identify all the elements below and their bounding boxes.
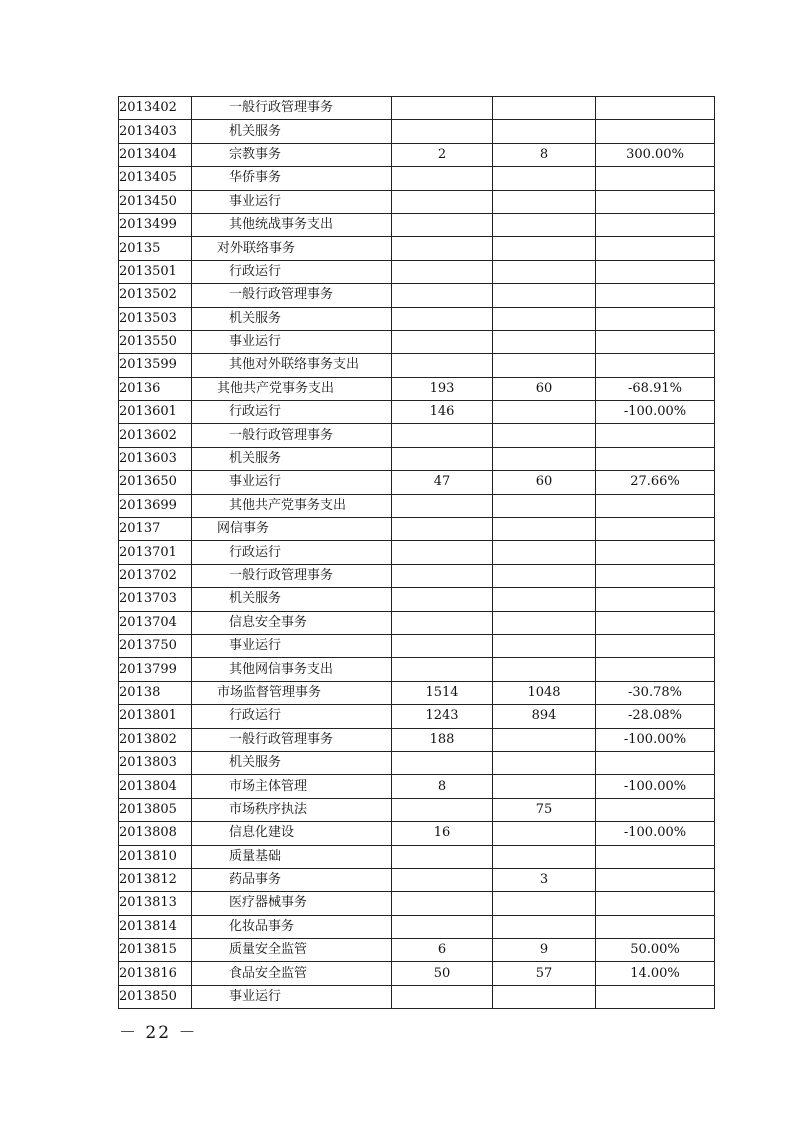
change-cell <box>596 120 715 143</box>
name-cell: 机关服务 <box>192 588 392 611</box>
code-cell: 2013801 <box>119 705 192 728</box>
current-value-cell <box>493 447 596 470</box>
code-cell: 2013704 <box>119 611 192 634</box>
table-row <box>119 634 715 657</box>
table-row <box>119 962 715 985</box>
current-value-cell: 1048 <box>493 681 596 704</box>
table-row <box>119 447 715 470</box>
code-cell: 20137 <box>119 518 192 541</box>
change-cell: -100.00% <box>596 775 715 798</box>
code-cell: 2013550 <box>119 330 192 353</box>
change-cell <box>596 541 715 564</box>
table-row <box>119 658 715 681</box>
current-value-cell <box>493 985 596 1008</box>
current-value-cell <box>493 518 596 541</box>
table-row <box>119 377 715 400</box>
table-row <box>119 985 715 1008</box>
table-row <box>119 564 715 587</box>
table-row <box>119 822 715 845</box>
prior-value-cell <box>392 120 493 143</box>
current-value-cell: 60 <box>493 377 596 400</box>
change-cell <box>596 213 715 236</box>
code-cell: 2013703 <box>119 588 192 611</box>
prior-value-cell <box>392 260 493 283</box>
current-value-cell <box>493 845 596 868</box>
current-value-cell <box>493 401 596 424</box>
name-cell: 机关服务 <box>192 751 392 774</box>
change-cell <box>596 494 715 517</box>
name-cell: 行政运行 <box>192 401 392 424</box>
table-row <box>119 401 715 424</box>
prior-value-cell <box>392 658 493 681</box>
name-cell: 质量安全监管 <box>192 939 392 962</box>
table-row <box>119 775 715 798</box>
prior-value-cell <box>392 892 493 915</box>
prior-value-cell <box>392 518 493 541</box>
name-cell: 机关服务 <box>192 307 392 330</box>
name-cell: 行政运行 <box>192 541 392 564</box>
change-cell <box>596 284 715 307</box>
current-value-cell <box>493 330 596 353</box>
name-cell: 其他共产党事务支出 <box>192 494 392 517</box>
table-row <box>119 541 715 564</box>
prior-value-cell: 47 <box>392 471 493 494</box>
table-row <box>119 190 715 213</box>
code-cell: 2013405 <box>119 167 192 190</box>
current-value-cell <box>493 284 596 307</box>
name-cell: 其他网信事务支出 <box>192 658 392 681</box>
current-value-cell <box>493 588 596 611</box>
table-row <box>119 681 715 704</box>
prior-value-cell <box>392 845 493 868</box>
change-cell <box>596 307 715 330</box>
change-cell <box>596 424 715 447</box>
name-cell: 药品事务 <box>192 868 392 891</box>
current-value-cell <box>493 634 596 657</box>
prior-value-cell: 2 <box>392 143 493 166</box>
current-value-cell <box>493 775 596 798</box>
current-value-cell <box>493 97 596 120</box>
current-value-cell <box>493 190 596 213</box>
name-cell: 事业运行 <box>192 330 392 353</box>
table-row <box>119 518 715 541</box>
prior-value-cell <box>392 751 493 774</box>
name-cell: 化妆品事务 <box>192 915 392 938</box>
code-cell: 2013602 <box>119 424 192 447</box>
current-value-cell: 75 <box>493 798 596 821</box>
name-cell: 事业运行 <box>192 471 392 494</box>
prior-value-cell <box>392 97 493 120</box>
change-cell <box>596 588 715 611</box>
name-cell: 网信事务 <box>192 518 392 541</box>
table-row <box>119 307 715 330</box>
table-row <box>119 939 715 962</box>
code-cell: 2013808 <box>119 822 192 845</box>
current-value-cell <box>493 564 596 587</box>
code-cell: 2013816 <box>119 962 192 985</box>
name-cell: 其他统战事务支出 <box>192 213 392 236</box>
prior-value-cell: 6 <box>392 939 493 962</box>
code-cell: 2013650 <box>119 471 192 494</box>
change-cell <box>596 634 715 657</box>
name-cell: 对外联络事务 <box>192 237 392 260</box>
change-cell <box>596 915 715 938</box>
code-cell: 2013699 <box>119 494 192 517</box>
code-cell: 2013503 <box>119 307 192 330</box>
name-cell: 市场秩序执法 <box>192 798 392 821</box>
table-row <box>119 471 715 494</box>
table-row <box>119 751 715 774</box>
prior-value-cell: 16 <box>392 822 493 845</box>
name-cell: 其他共产党事务支出 <box>192 377 392 400</box>
name-cell: 一般行政管理事务 <box>192 424 392 447</box>
name-cell: 其他对外联络事务支出 <box>192 354 392 377</box>
prior-value-cell <box>392 634 493 657</box>
prior-value-cell <box>392 564 493 587</box>
code-cell: 20138 <box>119 681 192 704</box>
prior-value-cell: 146 <box>392 401 493 424</box>
change-cell: -68.91% <box>596 377 715 400</box>
current-value-cell <box>493 541 596 564</box>
prior-value-cell <box>392 213 493 236</box>
table-row <box>119 213 715 236</box>
change-cell <box>596 892 715 915</box>
name-cell: 信息安全事务 <box>192 611 392 634</box>
change-cell <box>596 518 715 541</box>
prior-value-cell: 50 <box>392 962 493 985</box>
current-value-cell: 57 <box>493 962 596 985</box>
change-cell <box>596 798 715 821</box>
current-value-cell <box>493 260 596 283</box>
current-value-cell: 60 <box>493 471 596 494</box>
code-cell: 2013450 <box>119 190 192 213</box>
change-cell: -100.00% <box>596 822 715 845</box>
name-cell: 医疗器械事务 <box>192 892 392 915</box>
current-value-cell <box>493 120 596 143</box>
table-row <box>119 798 715 821</box>
code-cell: 2013404 <box>119 143 192 166</box>
change-cell <box>596 190 715 213</box>
prior-value-cell <box>392 284 493 307</box>
table-row <box>119 330 715 353</box>
change-cell <box>596 260 715 283</box>
table-row <box>119 915 715 938</box>
current-value-cell <box>493 354 596 377</box>
code-cell: 20136 <box>119 377 192 400</box>
prior-value-cell <box>392 330 493 353</box>
prior-value-cell <box>392 611 493 634</box>
change-cell <box>596 751 715 774</box>
current-value-cell <box>493 237 596 260</box>
prior-value-cell: 1514 <box>392 681 493 704</box>
change-cell <box>596 564 715 587</box>
page-number: － 22 － <box>119 1023 198 1043</box>
current-value-cell: 9 <box>493 939 596 962</box>
name-cell: 行政运行 <box>192 260 392 283</box>
prior-value-cell <box>392 447 493 470</box>
change-cell: -100.00% <box>596 401 715 424</box>
name-cell: 食品安全监管 <box>192 962 392 985</box>
table-row <box>119 892 715 915</box>
change-cell <box>596 354 715 377</box>
name-cell: 质量基础 <box>192 845 392 868</box>
change-cell <box>596 658 715 681</box>
current-value-cell <box>493 494 596 517</box>
change-cell: 27.66% <box>596 471 715 494</box>
code-cell: 2013403 <box>119 120 192 143</box>
change-cell: 50.00% <box>596 939 715 962</box>
code-cell: 2013803 <box>119 751 192 774</box>
code-cell: 2013812 <box>119 868 192 891</box>
current-value-cell <box>493 213 596 236</box>
prior-value-cell: 188 <box>392 728 493 751</box>
change-cell: -30.78% <box>596 681 715 704</box>
current-value-cell <box>493 658 596 681</box>
name-cell: 机关服务 <box>192 447 392 470</box>
prior-value-cell <box>392 915 493 938</box>
change-cell: -100.00% <box>596 728 715 751</box>
table-row <box>119 868 715 891</box>
name-cell: 一般行政管理事务 <box>192 97 392 120</box>
change-cell <box>596 447 715 470</box>
code-cell: 2013701 <box>119 541 192 564</box>
change-cell <box>596 985 715 1008</box>
prior-value-cell <box>392 424 493 447</box>
prior-value-cell <box>392 588 493 611</box>
table-row <box>119 260 715 283</box>
current-value-cell <box>493 424 596 447</box>
table-row <box>119 705 715 728</box>
change-cell <box>596 611 715 634</box>
prior-value-cell <box>392 798 493 821</box>
code-cell: 2013702 <box>119 564 192 587</box>
change-cell: 14.00% <box>596 962 715 985</box>
name-cell: 事业运行 <box>192 190 392 213</box>
prior-value-cell <box>392 541 493 564</box>
table-row <box>119 167 715 190</box>
name-cell: 事业运行 <box>192 985 392 1008</box>
table-row <box>119 845 715 868</box>
current-value-cell <box>493 892 596 915</box>
table-row <box>119 237 715 260</box>
prior-value-cell <box>392 868 493 891</box>
prior-value-cell <box>392 354 493 377</box>
code-cell: 2013601 <box>119 401 192 424</box>
name-cell: 一般行政管理事务 <box>192 284 392 307</box>
change-cell <box>596 97 715 120</box>
code-cell: 2013804 <box>119 775 192 798</box>
budget-table <box>118 96 715 1009</box>
code-cell: 2013499 <box>119 213 192 236</box>
name-cell: 行政运行 <box>192 705 392 728</box>
table-row <box>119 143 715 166</box>
name-cell: 一般行政管理事务 <box>192 564 392 587</box>
code-cell: 2013603 <box>119 447 192 470</box>
current-value-cell <box>493 307 596 330</box>
name-cell: 信息化建设 <box>192 822 392 845</box>
code-cell: 2013750 <box>119 634 192 657</box>
code-cell: 2013802 <box>119 728 192 751</box>
current-value-cell: 894 <box>493 705 596 728</box>
change-cell <box>596 868 715 891</box>
name-cell: 市场监督管理事务 <box>192 681 392 704</box>
code-cell: 2013599 <box>119 354 192 377</box>
code-cell: 2013799 <box>119 658 192 681</box>
current-value-cell <box>493 611 596 634</box>
name-cell: 一般行政管理事务 <box>192 728 392 751</box>
code-cell: 2013402 <box>119 97 192 120</box>
prior-value-cell: 1243 <box>392 705 493 728</box>
current-value-cell <box>493 167 596 190</box>
current-value-cell <box>493 728 596 751</box>
table-row <box>119 424 715 447</box>
prior-value-cell: 8 <box>392 775 493 798</box>
change-cell: -28.08% <box>596 705 715 728</box>
change-cell <box>596 845 715 868</box>
table-row <box>119 97 715 120</box>
change-cell <box>596 237 715 260</box>
table-row <box>119 354 715 377</box>
prior-value-cell <box>392 237 493 260</box>
code-cell: 2013813 <box>119 892 192 915</box>
code-cell: 2013501 <box>119 260 192 283</box>
prior-value-cell <box>392 167 493 190</box>
code-cell: 2013805 <box>119 798 192 821</box>
current-value-cell: 8 <box>493 143 596 166</box>
prior-value-cell <box>392 494 493 517</box>
name-cell: 市场主体管理 <box>192 775 392 798</box>
table-body <box>119 97 715 1009</box>
current-value-cell <box>493 915 596 938</box>
name-cell: 华侨事务 <box>192 167 392 190</box>
code-cell: 2013810 <box>119 845 192 868</box>
prior-value-cell <box>392 307 493 330</box>
change-cell <box>596 330 715 353</box>
prior-value-cell: 193 <box>392 377 493 400</box>
current-value-cell <box>493 751 596 774</box>
prior-value-cell <box>392 190 493 213</box>
name-cell: 事业运行 <box>192 634 392 657</box>
code-cell: 2013815 <box>119 939 192 962</box>
code-cell: 2013502 <box>119 284 192 307</box>
name-cell: 宗教事务 <box>192 143 392 166</box>
table-row <box>119 611 715 634</box>
code-cell: 20135 <box>119 237 192 260</box>
current-value-cell: 3 <box>493 868 596 891</box>
code-cell: 2013850 <box>119 985 192 1008</box>
prior-value-cell <box>392 985 493 1008</box>
change-cell: 300.00% <box>596 143 715 166</box>
table-row <box>119 588 715 611</box>
code-cell: 2013814 <box>119 915 192 938</box>
table-row <box>119 120 715 143</box>
change-cell <box>596 167 715 190</box>
table-row <box>119 284 715 307</box>
name-cell: 机关服务 <box>192 120 392 143</box>
table-row <box>119 728 715 751</box>
current-value-cell <box>493 822 596 845</box>
table-row <box>119 494 715 517</box>
